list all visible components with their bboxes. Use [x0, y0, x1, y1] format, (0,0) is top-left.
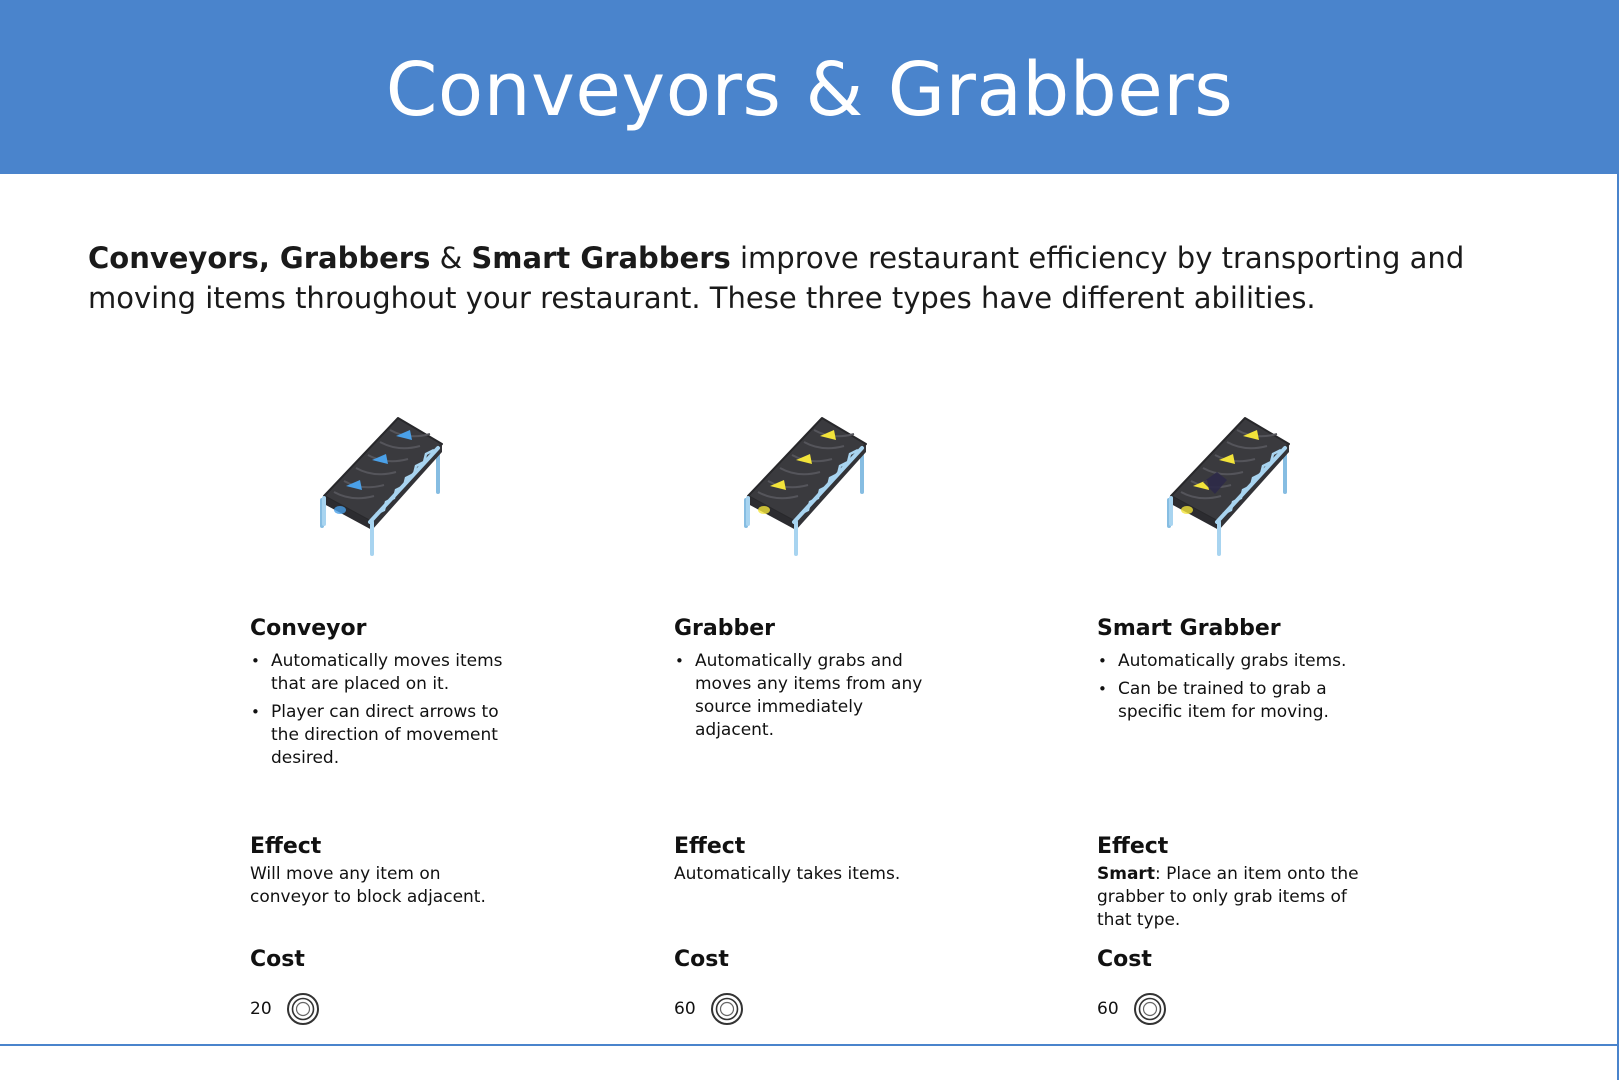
coin-icon [710, 992, 744, 1026]
feature-item: • Automatically grabs items. [1097, 650, 1367, 673]
item-title: Smart Grabber [1097, 616, 1281, 641]
cost-heading: Cost [674, 947, 729, 972]
effect-heading: Effect [250, 834, 322, 859]
feature-item: • Player can direct arrows to the direction of movement desired. [250, 701, 520, 770]
conveyor-icon [310, 410, 450, 560]
effect-heading: Effect [674, 834, 746, 859]
header-banner [0, 0, 1619, 174]
coin-icon [286, 992, 320, 1026]
item-title: Grabber [674, 616, 776, 641]
grabber-icon [734, 410, 874, 560]
cost-heading: Cost [250, 947, 305, 972]
effect-text [250, 863, 520, 909]
feature-list [1097, 650, 1367, 729]
cost-row [250, 992, 320, 1026]
feature-item: • Can be trained to grab a specific item for moving. [1097, 678, 1367, 724]
cost-value: 60 [1097, 999, 1119, 1019]
item-card-conveyor [250, 400, 630, 1020]
cost-row [674, 992, 744, 1026]
cost-heading: Cost [1097, 947, 1152, 972]
item-card-grabber [674, 400, 1054, 1020]
item-title: Conveyor [250, 616, 367, 641]
coin-icon [1133, 992, 1167, 1026]
cost-value: 20 [250, 999, 272, 1019]
smart-grabber-icon [1157, 410, 1297, 560]
feature-item: • Automatically moves items that are placed on it. [250, 650, 520, 696]
effect-prefix: Smart [1097, 864, 1155, 884]
cost-row [1097, 992, 1167, 1026]
item-card-smart-grabber [1097, 400, 1477, 1020]
intro-body: improve restaurant efficiency by transporting and moving items throughout your restaurant. These three types have different abilities. [88, 241, 1465, 315]
bottom-border [0, 1044, 1619, 1046]
effect-body: Automatically takes items. [674, 864, 901, 884]
cost-value: 60 [674, 999, 696, 1019]
effect-text [1097, 863, 1367, 932]
feature-list [250, 650, 520, 775]
feature-list [674, 650, 944, 747]
effect-heading: Effect [1097, 834, 1169, 859]
intro-bold-conveyors-grabbers: Conveyors, Grabbers [88, 241, 431, 275]
feature-item: • Automatically grabs and moves any items from any source immediately adjacent. [674, 650, 944, 742]
page-title: Conveyors & Grabbers [385, 47, 1234, 133]
intro-bold-smart-grabbers: Smart Grabbers [471, 241, 731, 275]
effect-text [674, 863, 944, 886]
effect-body: Will move any item on conveyor to block adjacent. [250, 864, 486, 907]
intro-ampersand: & [430, 241, 472, 275]
intro-paragraph [88, 238, 1568, 318]
effect-body: : Place an item onto the grabber to only grab items of that type. [1097, 864, 1359, 930]
